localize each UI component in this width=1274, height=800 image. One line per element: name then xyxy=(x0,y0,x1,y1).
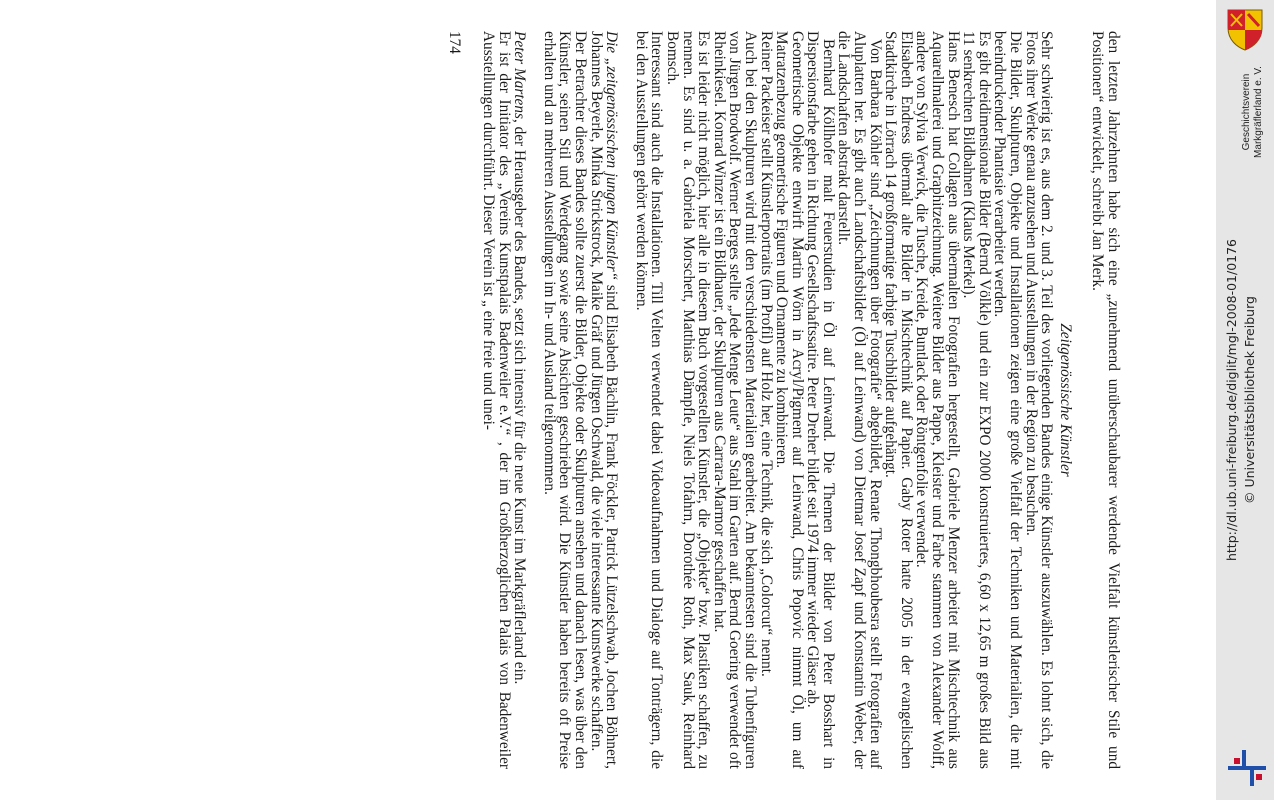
section-heading: Zeitgenössische Künstler xyxy=(1056,323,1074,477)
source-url[interactable]: http://dl.ub.uni-freiburg.de/diglit/mgl-2008-01/0176 xyxy=(1224,238,1239,562)
spacer xyxy=(527,31,541,769)
intro-text: den letzten Jahrzehnten habe sich eine „zunehmend unüberschaubarer werdende Vielfalt künstlerischer Stile und Positionen“ entwickelt, schreibt Jan Merk. xyxy=(1089,31,1122,769)
editor-name: Peter Martens xyxy=(511,31,529,119)
initiator-paragraph: Er ist der Initiator des „Vereins Kunstpalais Badenweiler e.V.“ , der im Großherzoglichen Palais von Badenweiler Ausstellungen durchführt. Dieser Verein ist „ eine freie und unei- xyxy=(480,31,513,769)
young-artists-italic: Die „zeitgenössischen jungen Künstler“ xyxy=(603,31,621,281)
spacer xyxy=(1076,31,1090,769)
copyright-notice: © Universitätsbibliothek Freiburg xyxy=(1242,296,1257,504)
spacer xyxy=(619,31,633,769)
rotated-document-page xyxy=(111,31,1121,769)
paragraph: Es gibt dreidimensionale Bilder (Bernd Völkle) und ein zur EXPO 2000 konstruiertes, 6,60 x 12,65 m großes Bild aus 11 senkrechten Bildbahnen (Klaus Merkel). xyxy=(960,31,993,769)
paragraph: Von Barbara Köhler sind „Zeichnungen über Fotografie“ abgebildet, Renate Thongbhoubesra stellt Fotografien auf Aluplatten her. Es gibt auch Landschaftsbilder (Öl auf Leinwand) von Dietmar Josef Zapf und Konstantin Weber, der die Landschaften abstrakt darstellt. xyxy=(835,31,884,769)
paragraph: Reiner Packeiser stellt Künstlerportraits (im Profil) auf Holz her, eine Technik, die sich „Colorcut“ nennt. xyxy=(757,31,775,677)
young-artists-paragraph xyxy=(588,31,619,769)
observer-paragraph: Der Betrachter dieses Bandes sollte zuerst die Bilder, Objekte oder Skulpturen ansehen und danach lesen, was über den Künstler, seinen Stil und Werdegang sowie seine Absichten geschrieben wird. Die Künstler haben bereits oft Preise erhalten und an mehreren Ausstellungen im In- und Ausland teilgenommen. xyxy=(540,31,589,769)
society-name-line1: Geschichtsverein xyxy=(1241,73,1252,151)
editor-paragraph xyxy=(512,31,528,769)
paragraph: Die Bilder, Skulpturen, Objekte und Installationen zeigen eine große Vielfalt der Techniken und Materialien, die mit beeindruckender Phantasie verarbeitet werden. xyxy=(991,31,1025,769)
paragraph: Geometrische Objekte entwirft Martin Wörn in Acryl/Pigment auf Leinwand, Chris Popovic nimmt Öl, um auf Matratzenbezug geometrische Figuren und Ornamente zu kombinieren. xyxy=(773,31,806,769)
paragraph: Bernhard Köllhofer malt Feuerstudien in Öl auf Leinwand. Die Themen der Bilder von Peter Bosshart in Dispersionsfarbe gehen in Richtung Gesellschaftssatire. Peter Dreher bildet seit 1974 immer wieder Gläser ab. xyxy=(804,31,837,769)
paragraph: Elisabeth Endress übermalt alte Bilder in Mischtechnik auf Papier. Gaby Roter hatte 2005 in der evangelischen Stadtkirche in Lörrach 14 großformatige farbige Tuschbilder aufgehängt. xyxy=(882,31,915,769)
young-artists-rest: sind Elisabeth Bächlin, Frank Föckler, Patrick Lützelschwab, Jochen Böhnert, Johannes Beyerle, Minka Strickstrock, Maike Gräf und Jürgen Oschwald, die viele interessante Kunstwerke schaffen. xyxy=(587,31,621,769)
library-logo-icon[interactable] xyxy=(1226,744,1268,792)
paragraph: Es ist leider nicht möglich, hier alle in diesem Buch vorgestellten Künstler, die „Objekte“ bzw. Plastiken schaffen, zu nennen. Es sind u. a. Gabriela Morschett, Matthias Dämpfle, Niels Tofahrn, Dorothée Roth, Max Sauk, Reinhard Bomsch. xyxy=(663,31,713,769)
society-name-line2: Markgräflerland e. V. xyxy=(1253,66,1264,158)
page-number: 174 xyxy=(446,31,464,54)
editor-rest: , der Herausgeber des Bandes, setzt sich intensiv für die neue Kunst im Markgräflerland ein. xyxy=(511,118,529,685)
paragraph: Sehr schwierig ist es, aus dem 2. und 3. Teil des vorliegenden Bandes einige Künstler auszuwählen. Es lohnt sich, die Fotos ihrer Werke genau anzusehen und Ausstellungen in der Region zu besuchen. xyxy=(1022,31,1056,769)
paragraph: Interessant sind auch die Installationen. Till Velten verwendet dabei Videoaufnahmen und Dialoge auf Tonträgern, die bei den Ausstellungen gehört werden können. xyxy=(632,31,666,769)
paragraph: Auch bei den Skulpturen wird mit den verschiedensten Materialien gearbeitet. Am bekanntesten sind die Tubenfiguren von Jürgen Brodwolf. Werner Berges stellte „Jede Menge Leute“ aus Stahl im Garten auf. Bernd Goering verwendet oft Rheinkiesel. Konrad Winzer ist ein Bildhauer, der Skulpturen aus Carrara-Marmor geschaffen hat. xyxy=(710,31,759,769)
paragraph: Hans Benesch hat Collagen aus übermalten Fotografien hergestellt, Gabriele Menzer arbeitet mit Mischtechnik aus Aquarellmalerei und Graphitzeichnung. Weitere Bilder aus Pappe, Kleister und Farbe stammen von Alexander Wolff, andere von Sylvia Verwick, die Tusche, Kreide, Buntlack oder Röntgenfolie verwendet. xyxy=(913,31,962,769)
